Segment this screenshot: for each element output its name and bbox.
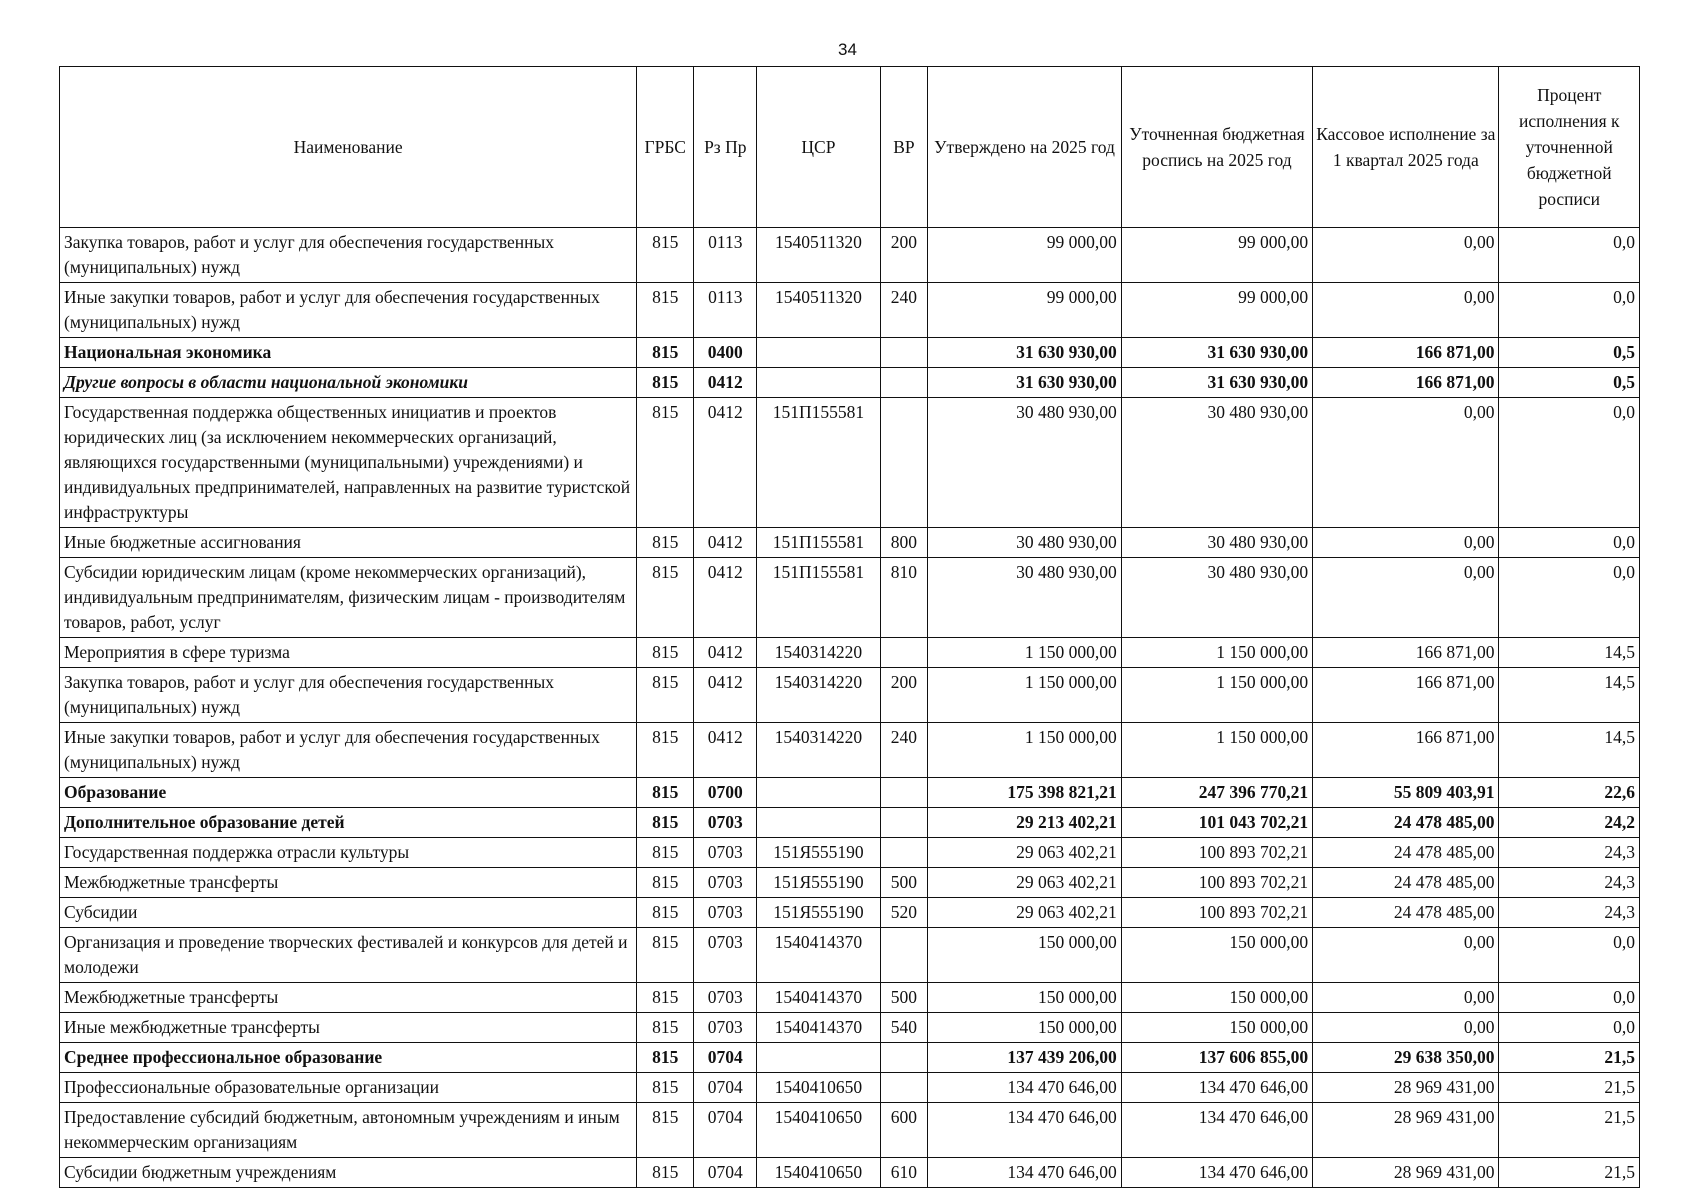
- table-row: [60, 528, 1640, 558]
- cell-refined: 150 000,00: [1121, 1013, 1312, 1043]
- cell-refined: 150 000,00: [1121, 983, 1312, 1013]
- cell-rzpr: 0412: [694, 558, 757, 638]
- cell-percent: 24,2: [1499, 808, 1640, 838]
- cell-vr: [880, 1073, 928, 1103]
- cell-percent: 22,6: [1499, 778, 1640, 808]
- header-refined: Уточненная бюджетная роспись на 2025 год: [1121, 67, 1312, 228]
- cell-vr: 810: [880, 558, 928, 638]
- cell-cash: 55 809 403,91: [1313, 778, 1499, 808]
- header-approved: Утверждено на 2025 год: [928, 67, 1121, 228]
- cell-grbs: 815: [637, 983, 694, 1013]
- cell-cash: 166 871,00: [1313, 668, 1499, 723]
- cell-approved: 134 470 646,00: [928, 1103, 1121, 1158]
- cell-name: Образование: [60, 778, 637, 808]
- table-row: [60, 1043, 1640, 1073]
- cell-refined: 150 000,00: [1121, 928, 1312, 983]
- table-row: [60, 1103, 1640, 1158]
- cell-rzpr: 0704: [694, 1103, 757, 1158]
- cell-name: Межбюджетные трансферты: [60, 868, 637, 898]
- cell-rzpr: 0412: [694, 668, 757, 723]
- cell-approved: 99 000,00: [928, 228, 1121, 283]
- table-row: [60, 838, 1640, 868]
- cell-rzpr: 0703: [694, 838, 757, 868]
- cell-csr: 1540314220: [757, 668, 880, 723]
- cell-rzpr: 0703: [694, 898, 757, 928]
- cell-vr: [880, 638, 928, 668]
- cell-grbs: 815: [637, 778, 694, 808]
- cell-approved: 30 480 930,00: [928, 528, 1121, 558]
- cell-name: Дополнительное образование детей: [60, 808, 637, 838]
- cell-vr: [880, 338, 928, 368]
- cell-percent: 0,0: [1499, 398, 1640, 528]
- cell-name: Иные бюджетные ассигнования: [60, 528, 637, 558]
- cell-grbs: 815: [637, 368, 694, 398]
- table-row: [60, 368, 1640, 398]
- cell-refined: 100 893 702,21: [1121, 898, 1312, 928]
- cell-grbs: 815: [637, 1158, 694, 1188]
- table-row: [60, 1073, 1640, 1103]
- cell-vr: [880, 368, 928, 398]
- cell-refined: 247 396 770,21: [1121, 778, 1312, 808]
- cell-approved: 31 630 930,00: [928, 338, 1121, 368]
- cell-vr: 200: [880, 228, 928, 283]
- cell-name: Межбюджетные трансферты: [60, 983, 637, 1013]
- cell-approved: 29 063 402,21: [928, 868, 1121, 898]
- cell-name: Мероприятия в сфере туризма: [60, 638, 637, 668]
- cell-csr: 1540410650: [757, 1103, 880, 1158]
- cell-percent: 14,5: [1499, 723, 1640, 778]
- cell-percent: 21,5: [1499, 1158, 1640, 1188]
- cell-vr: [880, 928, 928, 983]
- header-csr: ЦСР: [757, 67, 880, 228]
- cell-cash: 0,00: [1313, 528, 1499, 558]
- table-row: [60, 808, 1640, 838]
- cell-refined: 134 470 646,00: [1121, 1103, 1312, 1158]
- cell-refined: 100 893 702,21: [1121, 868, 1312, 898]
- cell-rzpr: 0412: [694, 528, 757, 558]
- cell-grbs: 815: [637, 338, 694, 368]
- cell-rzpr: 0703: [694, 868, 757, 898]
- table-row: [60, 1013, 1640, 1043]
- table-row: [60, 228, 1640, 283]
- cell-name: Иные закупки товаров, работ и услуг для обеспечения государственных (муниципальных) нужд: [60, 723, 637, 778]
- cell-name: Субсидии: [60, 898, 637, 928]
- header-cash: Кассовое исполнение за 1 квартал 2025 года: [1313, 67, 1499, 228]
- cell-grbs: 815: [637, 1103, 694, 1158]
- cell-percent: 0,0: [1499, 928, 1640, 983]
- cell-rzpr: 0704: [694, 1158, 757, 1188]
- budget-table: [59, 66, 1640, 1188]
- cell-name: Субсидии бюджетным учреждениям: [60, 1158, 637, 1188]
- cell-csr: 1540511320: [757, 228, 880, 283]
- cell-name: Иные закупки товаров, работ и услуг для обеспечения государственных (муниципальных) нужд: [60, 283, 637, 338]
- cell-grbs: 815: [637, 868, 694, 898]
- cell-vr: 500: [880, 983, 928, 1013]
- cell-approved: 150 000,00: [928, 983, 1121, 1013]
- cell-cash: 0,00: [1313, 928, 1499, 983]
- header-grbs: ГРБС: [637, 67, 694, 228]
- cell-vr: [880, 1043, 928, 1073]
- cell-rzpr: 0703: [694, 983, 757, 1013]
- table-row: [60, 398, 1640, 528]
- cell-cash: 0,00: [1313, 1013, 1499, 1043]
- cell-csr: 151П155581: [757, 558, 880, 638]
- cell-approved: 150 000,00: [928, 928, 1121, 983]
- cell-refined: 99 000,00: [1121, 228, 1312, 283]
- table-row: [60, 723, 1640, 778]
- cell-cash: 166 871,00: [1313, 368, 1499, 398]
- cell-rzpr: 0400: [694, 338, 757, 368]
- header-name: Наименование: [60, 67, 637, 228]
- cell-percent: 0,0: [1499, 283, 1640, 338]
- cell-csr: [757, 368, 880, 398]
- cell-grbs: 815: [637, 808, 694, 838]
- cell-percent: 0,0: [1499, 228, 1640, 283]
- cell-vr: 540: [880, 1013, 928, 1043]
- header-rzpr: Рз Пр: [694, 67, 757, 228]
- cell-name: Другие вопросы в области национальной экономики: [60, 368, 637, 398]
- table-row: [60, 558, 1640, 638]
- cell-csr: 1540410650: [757, 1158, 880, 1188]
- cell-approved: 175 398 821,21: [928, 778, 1121, 808]
- cell-rzpr: 0113: [694, 283, 757, 338]
- cell-percent: 0,0: [1499, 558, 1640, 638]
- cell-approved: 1 150 000,00: [928, 668, 1121, 723]
- cell-vr: [880, 808, 928, 838]
- cell-approved: 29 063 402,21: [928, 898, 1121, 928]
- table-row: [60, 778, 1640, 808]
- cell-grbs: 815: [637, 838, 694, 868]
- cell-vr: 200: [880, 668, 928, 723]
- cell-grbs: 815: [637, 638, 694, 668]
- cell-refined: 101 043 702,21: [1121, 808, 1312, 838]
- cell-grbs: 815: [637, 228, 694, 283]
- cell-cash: 29 638 350,00: [1313, 1043, 1499, 1073]
- cell-grbs: 815: [637, 1073, 694, 1103]
- cell-refined: 30 480 930,00: [1121, 528, 1312, 558]
- cell-grbs: 815: [637, 1013, 694, 1043]
- cell-csr: 151Я555190: [757, 838, 880, 868]
- cell-approved: 134 470 646,00: [928, 1073, 1121, 1103]
- cell-csr: 151П155581: [757, 398, 880, 528]
- cell-vr: 610: [880, 1158, 928, 1188]
- cell-name: Закупка товаров, работ и услуг для обеспечения государственных (муниципальных) нужд: [60, 668, 637, 723]
- cell-percent: 0,0: [1499, 983, 1640, 1013]
- cell-name: Профессиональные образовательные организации: [60, 1073, 637, 1103]
- cell-refined: 1 150 000,00: [1121, 723, 1312, 778]
- cell-rzpr: 0700: [694, 778, 757, 808]
- cell-vr: 600: [880, 1103, 928, 1158]
- cell-cash: 0,00: [1313, 558, 1499, 638]
- cell-rzpr: 0412: [694, 638, 757, 668]
- cell-cash: 0,00: [1313, 983, 1499, 1013]
- table-row: [60, 1158, 1640, 1188]
- cell-refined: 31 630 930,00: [1121, 338, 1312, 368]
- cell-rzpr: 0703: [694, 808, 757, 838]
- cell-approved: 31 630 930,00: [928, 368, 1121, 398]
- page-number: 34: [838, 40, 857, 59]
- cell-cash: 0,00: [1313, 228, 1499, 283]
- cell-name: Государственная поддержка отрасли культуры: [60, 838, 637, 868]
- cell-percent: 24,3: [1499, 898, 1640, 928]
- cell-csr: 1540511320: [757, 283, 880, 338]
- cell-approved: 30 480 930,00: [928, 558, 1121, 638]
- cell-approved: 134 470 646,00: [928, 1158, 1121, 1188]
- cell-vr: 520: [880, 898, 928, 928]
- cell-cash: 0,00: [1313, 283, 1499, 338]
- cell-percent: 24,3: [1499, 868, 1640, 898]
- table-row: [60, 668, 1640, 723]
- cell-cash: 166 871,00: [1313, 338, 1499, 368]
- cell-approved: 29 213 402,21: [928, 808, 1121, 838]
- cell-cash: 24 478 485,00: [1313, 898, 1499, 928]
- cell-name: Национальная экономика: [60, 338, 637, 368]
- table-body: [60, 228, 1640, 1188]
- cell-csr: 1540414370: [757, 983, 880, 1013]
- table-row: [60, 898, 1640, 928]
- header-row: [60, 67, 1640, 228]
- cell-cash: 28 969 431,00: [1313, 1158, 1499, 1188]
- cell-name: Среднее профессиональное образование: [60, 1043, 637, 1073]
- cell-refined: 30 480 930,00: [1121, 398, 1312, 528]
- cell-approved: 1 150 000,00: [928, 638, 1121, 668]
- cell-grbs: 815: [637, 528, 694, 558]
- cell-name: Закупка товаров, работ и услуг для обеспечения государственных (муниципальных) нужд: [60, 228, 637, 283]
- cell-approved: 137 439 206,00: [928, 1043, 1121, 1073]
- cell-grbs: 815: [637, 283, 694, 338]
- cell-percent: 14,5: [1499, 668, 1640, 723]
- cell-csr: [757, 1043, 880, 1073]
- cell-rzpr: 0704: [694, 1043, 757, 1073]
- cell-grbs: 815: [637, 723, 694, 778]
- cell-refined: 137 606 855,00: [1121, 1043, 1312, 1073]
- cell-csr: 1540414370: [757, 1013, 880, 1043]
- cell-csr: 1540314220: [757, 638, 880, 668]
- cell-rzpr: 0703: [694, 1013, 757, 1043]
- header-percent: Процент исполнения к уточненной бюджетной росписи: [1499, 67, 1640, 228]
- cell-cash: 166 871,00: [1313, 723, 1499, 778]
- cell-name: Иные межбюджетные трансферты: [60, 1013, 637, 1043]
- cell-cash: 166 871,00: [1313, 638, 1499, 668]
- cell-approved: 99 000,00: [928, 283, 1121, 338]
- cell-approved: 29 063 402,21: [928, 838, 1121, 868]
- cell-vr: [880, 778, 928, 808]
- cell-grbs: 815: [637, 1043, 694, 1073]
- cell-cash: 28 969 431,00: [1313, 1103, 1499, 1158]
- cell-rzpr: 0412: [694, 723, 757, 778]
- table-row: [60, 868, 1640, 898]
- cell-name: Государственная поддержка общественных инициатив и проектов юридических лиц (за исключением некоммерческих организаций, являющихся государственными (муниципальными) учреждениями) и индивидуальных предпринимателей, направленных на развитие туристской инфраструктуры: [60, 398, 637, 528]
- cell-percent: 24,3: [1499, 838, 1640, 868]
- table-row: [60, 638, 1640, 668]
- cell-refined: 31 630 930,00: [1121, 368, 1312, 398]
- cell-cash: 0,00: [1313, 398, 1499, 528]
- table-row: [60, 338, 1640, 368]
- cell-percent: 21,5: [1499, 1103, 1640, 1158]
- cell-grbs: 815: [637, 558, 694, 638]
- cell-percent: 0,5: [1499, 338, 1640, 368]
- cell-refined: 134 470 646,00: [1121, 1073, 1312, 1103]
- cell-cash: 24 478 485,00: [1313, 868, 1499, 898]
- cell-refined: 30 480 930,00: [1121, 558, 1312, 638]
- cell-refined: 1 150 000,00: [1121, 638, 1312, 668]
- table-row: [60, 983, 1640, 1013]
- cell-grbs: 815: [637, 928, 694, 983]
- cell-grbs: 815: [637, 398, 694, 528]
- cell-approved: 1 150 000,00: [928, 723, 1121, 778]
- cell-percent: 0,0: [1499, 1013, 1640, 1043]
- cell-csr: 1540414370: [757, 928, 880, 983]
- cell-percent: 21,5: [1499, 1043, 1640, 1073]
- cell-refined: 1 150 000,00: [1121, 668, 1312, 723]
- cell-rzpr: 0703: [694, 928, 757, 983]
- table-row: [60, 928, 1640, 983]
- cell-rzpr: 0412: [694, 368, 757, 398]
- cell-rzpr: 0113: [694, 228, 757, 283]
- cell-vr: [880, 838, 928, 868]
- cell-csr: 151П155581: [757, 528, 880, 558]
- cell-csr: [757, 778, 880, 808]
- cell-csr: 1540314220: [757, 723, 880, 778]
- cell-name: Предоставление субсидий бюджетным, автономным учреждениям и иным некоммерческим организациям: [60, 1103, 637, 1158]
- cell-rzpr: 0704: [694, 1073, 757, 1103]
- cell-csr: 151Я555190: [757, 898, 880, 928]
- cell-cash: 28 969 431,00: [1313, 1073, 1499, 1103]
- cell-cash: 24 478 485,00: [1313, 808, 1499, 838]
- cell-rzpr: 0412: [694, 398, 757, 528]
- cell-csr: 151Я555190: [757, 868, 880, 898]
- cell-approved: 30 480 930,00: [928, 398, 1121, 528]
- cell-percent: 21,5: [1499, 1073, 1640, 1103]
- cell-refined: 100 893 702,21: [1121, 838, 1312, 868]
- cell-cash: 24 478 485,00: [1313, 838, 1499, 868]
- cell-percent: 0,5: [1499, 368, 1640, 398]
- cell-refined: 134 470 646,00: [1121, 1158, 1312, 1188]
- cell-vr: 240: [880, 283, 928, 338]
- cell-csr: 1540410650: [757, 1073, 880, 1103]
- cell-vr: 800: [880, 528, 928, 558]
- cell-grbs: 815: [637, 898, 694, 928]
- cell-vr: 500: [880, 868, 928, 898]
- cell-grbs: 815: [637, 668, 694, 723]
- cell-refined: 99 000,00: [1121, 283, 1312, 338]
- cell-percent: 14,5: [1499, 638, 1640, 668]
- cell-vr: [880, 398, 928, 528]
- cell-vr: 240: [880, 723, 928, 778]
- cell-csr: [757, 808, 880, 838]
- cell-approved: 150 000,00: [928, 1013, 1121, 1043]
- header-vr: ВР: [880, 67, 928, 228]
- cell-csr: [757, 338, 880, 368]
- cell-percent: 0,0: [1499, 528, 1640, 558]
- table-row: [60, 283, 1640, 338]
- cell-name: Организация и проведение творческих фестивалей и конкурсов для детей и молодежи: [60, 928, 637, 983]
- cell-name: Субсидии юридическим лицам (кроме некоммерческих организаций), индивидуальным предпринимателям, физическим лицам - производителям товаров, работ, услуг: [60, 558, 637, 638]
